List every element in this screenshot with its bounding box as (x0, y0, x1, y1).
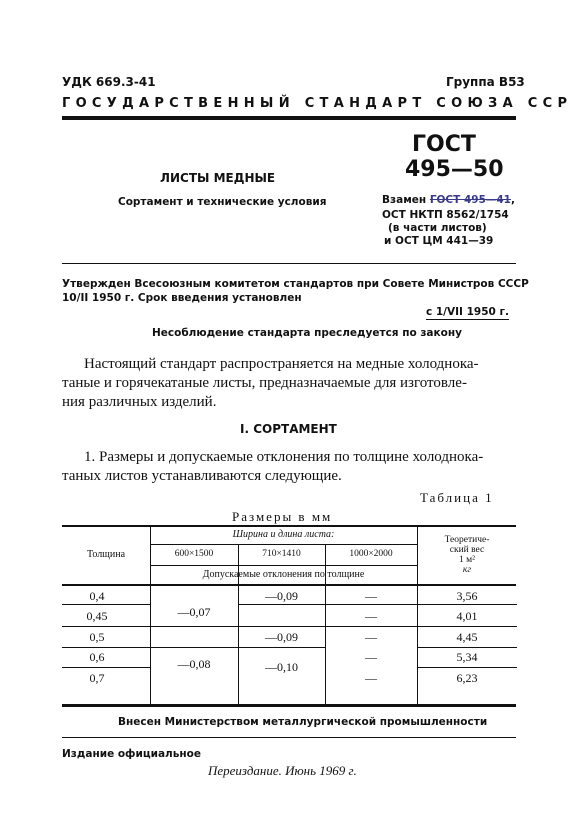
reprint-note: Переиздание. Июнь 1969 г. (208, 763, 357, 778)
cell-deviation-merged: —0,08 (177, 657, 211, 671)
cell-dash: — (365, 609, 377, 623)
cell-thickness: 0,5 (89, 630, 105, 644)
footer-rule-top (62, 706, 516, 707)
gost-number: 495—50 (405, 157, 504, 182)
row-rule (62, 667, 150, 668)
cell-thickness: 0,45 (86, 609, 108, 623)
cell-thickness: 0,6 (89, 650, 105, 664)
replaces-block: Взамен ГОСТ 495—41, (382, 194, 515, 206)
row-rule (62, 626, 517, 627)
row-rule (417, 667, 517, 668)
title-rule (62, 263, 516, 264)
intro-line-1: Настоящий стандарт распространяется на медные холоднока- (84, 356, 479, 372)
header-width-length: Ширина и длина листа: (232, 529, 335, 540)
paragraph-1-line-1: 1. Размеры и допускаемые отклонения по толщине холоднока- (84, 449, 484, 465)
cell-weight: 4,45 (456, 630, 478, 644)
replaces-line-3: (в части листов) (388, 222, 487, 234)
header-deviation: Допускаемые отклонения по толщине (202, 569, 365, 580)
header-weight-line-4: кг (462, 565, 472, 575)
cell-dash: — (365, 630, 377, 644)
header-rule (62, 116, 516, 120)
effective-date: с 1/VII 1950 г. (426, 306, 509, 318)
cell-dash: — (365, 650, 377, 664)
cell-weight: 3,56 (456, 589, 478, 603)
table-subheader-rule (150, 544, 417, 545)
row-rule (238, 604, 517, 605)
cell-deviation: —0,09 (265, 630, 298, 644)
table-vline-2 (238, 544, 239, 704)
intro-line-3: ния различных изделий. (62, 394, 217, 410)
replaced-standard: ГОСТ 495—41 (429, 194, 511, 206)
approval-line-2: 10/II 1950 г. Срок введения установлен (62, 292, 302, 304)
header-thickness: Толщина (86, 549, 126, 560)
table-top-rule (62, 525, 516, 527)
footer-rule-bottom (62, 737, 516, 738)
approval-line-1: Утвержден Всесоюзным комитетом стандартов при Совете Министров СССР (62, 278, 529, 290)
table-units: Размеры в мм (232, 509, 333, 524)
section-heading: I. СОРТАМЕНТ (240, 422, 337, 436)
header-weight-line-3: 1 м² (459, 555, 475, 565)
header-size-1: 600×1500 (174, 549, 214, 559)
header-size-2: 710×1410 (262, 549, 301, 559)
udk-code: УДК 669.3-41 (62, 75, 156, 89)
introduced-by: Внесен Министерством металлургической промышленности (118, 716, 488, 728)
legal-warning: Несоблюдение стандарта преследуется по закону (152, 327, 462, 339)
table-deviation-rule (150, 565, 417, 566)
cell-dash: — (365, 671, 377, 685)
header-weight-line-2: ский вес (449, 545, 485, 555)
row-rule (62, 647, 325, 648)
row-rule (417, 647, 517, 648)
header-weight (417, 535, 517, 575)
row-rule (62, 604, 150, 605)
group-code: Группа B53 (446, 75, 525, 89)
cell-deviation: —0,09 (265, 589, 298, 603)
cell-weight: 4,01 (456, 609, 478, 623)
replaces-line-2: ОСТ НКТП 8562/1754 (382, 209, 509, 221)
replaces-prefix: Взамен (382, 194, 427, 206)
gost-label: ГОСТ (412, 132, 476, 157)
cell-thickness: 0,4 (89, 589, 105, 603)
table-header-bottom-rule (62, 584, 516, 586)
standard-banner: ГОСУДАРСТВЕННЫЙ СТАНДАРТ СОЮЗА ССР (62, 96, 573, 111)
official-edition: Издание официальное (62, 748, 201, 760)
cell-weight: 6,23 (456, 671, 478, 685)
header-size-3: 1000×2000 (349, 549, 393, 559)
cell-dash: — (365, 589, 377, 603)
cell-weight: 5,34 (456, 650, 478, 664)
cell-deviation-merged: —0,07 (177, 605, 211, 619)
header-weight-line-1: Теоретиче- (444, 535, 490, 545)
cell-deviation-merged: —0,10 (265, 660, 298, 674)
replaces-line-4: и ОСТ ЦМ 441—39 (384, 235, 494, 247)
doc-subtitle: Сортамент и технические условия (118, 196, 327, 208)
paragraph-1-line-2: таных листов устанавливаются следующие. (62, 468, 342, 484)
table-caption: Таблица 1 (420, 490, 494, 505)
cell-thickness: 0,7 (89, 671, 105, 685)
doc-title: ЛИСТЫ МЕДНЫЕ (160, 171, 276, 185)
intro-line-2: таные и горячекатаные листы, предназначаемые для изготовле- (62, 375, 467, 391)
